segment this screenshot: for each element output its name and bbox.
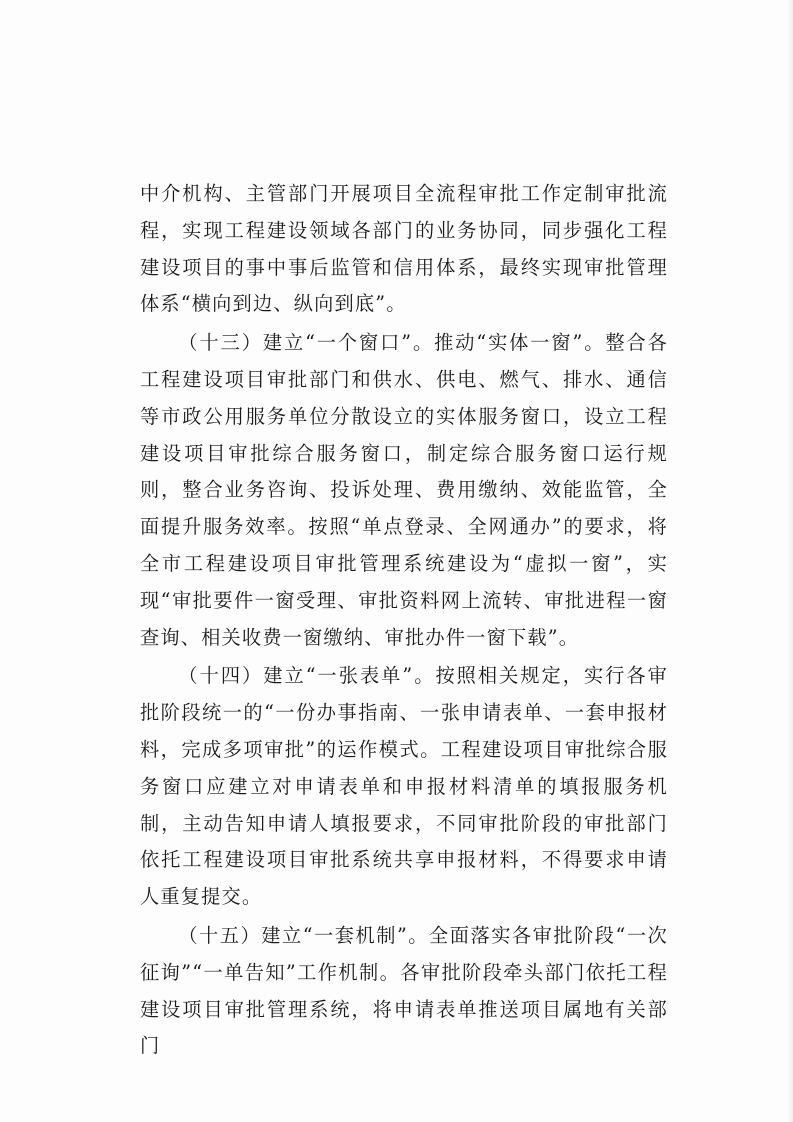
paragraph-15-single-mechanism: （十五）建立“一套机制”。全面落实各审批阶段“一次征询”“一单告知”工作机制。各审批阶段牵头部门依托工程建设项目审批管理系统，将申请表单推送项目属地有关部门: [140, 923, 668, 1058]
document-body: [140, 176, 668, 1067]
paragraph-13-single-window: （十三）建立“一个窗口”。推动“实体一窗”。整合各工程建设项目审批部门和供水、供电、燃气、排水、通信等市政公用服务单位分散设立的实体服务窗口，设立工程建设项目审批综合服务窗口，制定综合服务窗口运行规则，整合业务咨询、投诉处理、费用缴纳、效能监管，全面提升服务效率。按照“单点登录、全网通办”的要求，将全市工程建设项目审批管理系统建设为“虚拟一窗”，实现“审批要件一窗受理、审批资料网上流转、审批进程一窗查询、相关收费一窗缴纳、审批办件一窗下载”。: [140, 331, 668, 649]
paragraph-14-single-form: （十四）建立“一张表单”。按照相关规定，实行各审批阶段统一的“一份办事指南、一张申请表单、一套申报材料，完成多项审批”的运作模式。工程建设项目审批综合服务窗口应建立对申请表单和申报材料清单的填报服务机制，主动告知申请人填报要求，不同审批阶段的审批部门依托工程建设项目审批系统共享申报材料，不得要求申请人重复提交。: [140, 664, 668, 909]
scan-shadow-edge: [787, 0, 793, 1122]
paragraph-continuation: 中介机构、主管部门开展项目全流程审批工作定制审批流程，实现工程建设领域各部门的业务协同，同步强化工程建设项目的事中事后监管和信用体系，最终实现审批管理体系“横向到边、纵向到底”。: [140, 182, 668, 316]
